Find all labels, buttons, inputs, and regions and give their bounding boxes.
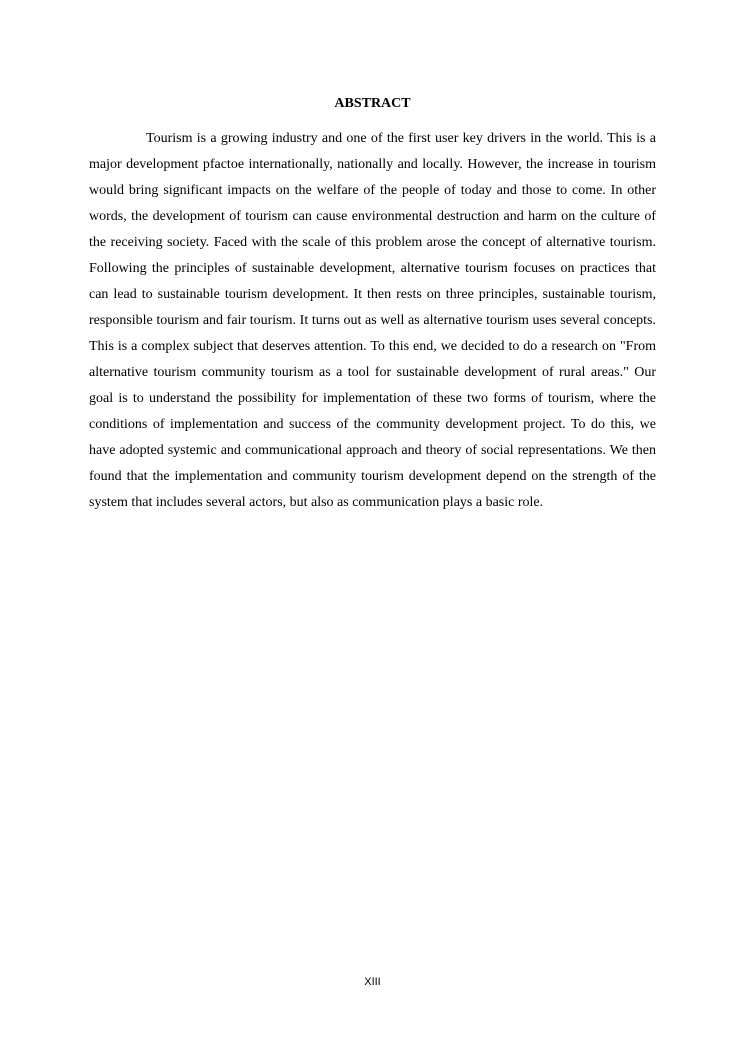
page-number: XIII bbox=[364, 976, 381, 988]
abstract-heading: ABSTRACT bbox=[334, 96, 411, 111]
abstract-paragraph: Tourism is a growing industry and one of the first user key drivers in the world. This is a major development pfactoe internationally, nationally and locally. However, the increase in tourism would bring significant impacts on the welfare of the people of today and those to come. In other words, the development of tourism can cause environmental destruction and harm on the culture of the receiving society. Faced with the scale of this problem arose the concept of alternative tourism. Following the principles of sustainable development, alternative tourism focuses on practices that can lead to sustainable tourism development. It then rests on three principles, sustainable tourism, responsible tourism and fair tourism. It turns out as well as alternative tourism uses several concepts. This is a complex subject that deserves attention. To this end, we decided to do a research on "From alternative tourism community tourism as a tool for sustainable development of rural areas." Our goal is to understand the possibility for implementation of these two forms of tourism, where the conditions of implementation and success of the community development project. To do this, we have adopted systemic and communicational approach and theory of social representations. We then found that the implementation and community tourism development depend on the strength of the system that includes several actors, but also as communication plays a basic role. bbox=[89, 131, 656, 510]
